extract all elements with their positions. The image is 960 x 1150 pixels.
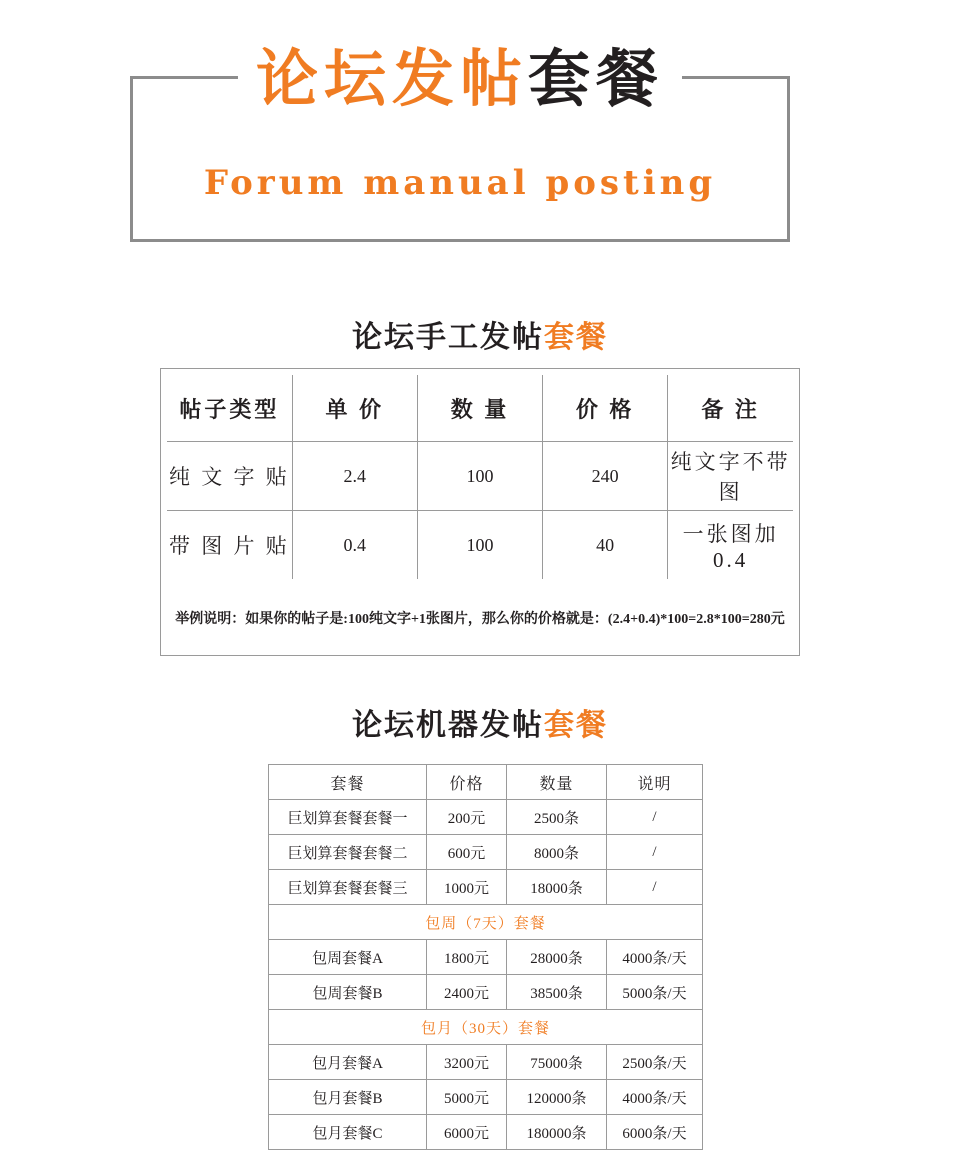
cell-remark: 纯文字不带图 — [668, 442, 793, 511]
manual-posting-note: 举例说明：如果你的帖子是:100纯文字+1张图片，那么你的价格就是：(2.4+0.4)*100=2.8*100=280元 — [175, 612, 785, 627]
col-header-price: 价 格 — [543, 375, 668, 442]
cell-package: 巨划算套餐套餐三 — [269, 870, 427, 905]
cell-description: 6000条/天 — [607, 1115, 703, 1150]
cell-quantity: 100 — [417, 511, 542, 580]
cell-description: / — [607, 870, 703, 905]
col-header-unit-price: 单 价 — [292, 375, 417, 442]
manual-posting-heading-accent: 套餐 — [544, 321, 608, 354]
col-header-description: 说明 — [607, 765, 703, 800]
cell-quantity: 2500条 — [507, 800, 607, 835]
table-group-row — [269, 905, 703, 940]
cell-price: 240 — [543, 442, 668, 511]
cell-post-type: 带 图 片 贴 — [167, 511, 292, 580]
cell-unit-price: 0.4 — [292, 511, 417, 580]
cell-description: 5000条/天 — [607, 975, 703, 1010]
cell-package: 包月套餐C — [269, 1115, 427, 1150]
table-row — [269, 1045, 703, 1080]
cell-description: / — [607, 835, 703, 870]
cell-quantity: 75000条 — [507, 1045, 607, 1080]
table-row — [269, 1115, 703, 1150]
cell-price: 5000元 — [427, 1080, 507, 1115]
table-row — [167, 511, 793, 580]
cell-post-type: 纯 文 字 贴 — [167, 442, 292, 511]
cell-price: 40 — [543, 511, 668, 580]
cell-package: 包月套餐A — [269, 1045, 427, 1080]
cell-price: 600元 — [427, 835, 507, 870]
table-row — [269, 975, 703, 1010]
cell-price: 200元 — [427, 800, 507, 835]
col-header-quantity: 数量 — [507, 765, 607, 800]
col-header-quantity: 数 量 — [417, 375, 542, 442]
cell-quantity: 120000条 — [507, 1080, 607, 1115]
cell-description: 4000条/天 — [607, 940, 703, 975]
auto-posting-table — [268, 764, 703, 1150]
banner-subtitle: Forum manual posting — [203, 163, 717, 203]
cell-quantity: 38500条 — [507, 975, 607, 1010]
table-row — [269, 835, 703, 870]
header-banner — [130, 42, 790, 242]
group-label-monthly: 包月（30天）套餐 — [269, 1010, 703, 1045]
cell-price: 6000元 — [427, 1115, 507, 1150]
col-header-post-type: 帖子类型 — [167, 375, 292, 442]
cell-remark: 一张图加 0.4 — [668, 511, 793, 580]
cell-quantity: 28000条 — [507, 940, 607, 975]
col-header-remark: 备 注 — [668, 375, 793, 442]
cell-quantity: 100 — [417, 442, 542, 511]
cell-quantity: 180000条 — [507, 1115, 607, 1150]
cell-unit-price: 2.4 — [292, 442, 417, 511]
col-header-package: 套餐 — [269, 765, 427, 800]
manual-posting-heading — [0, 312, 960, 356]
auto-posting-heading — [0, 700, 960, 744]
cell-description: 4000条/天 — [607, 1080, 703, 1115]
cell-package: 巨划算套餐套餐二 — [269, 835, 427, 870]
group-label-weekly: 包周（7天）套餐 — [269, 905, 703, 940]
banner-title-main: 论坛发帖 — [255, 42, 528, 115]
cell-price: 3200元 — [427, 1045, 507, 1080]
table-row — [167, 442, 793, 511]
auto-posting-heading-accent: 套餐 — [544, 709, 608, 742]
auto-posting-heading-main: 论坛机器发帖 — [352, 709, 544, 742]
cell-description: / — [607, 800, 703, 835]
cell-quantity: 18000条 — [507, 870, 607, 905]
cell-price: 1000元 — [427, 870, 507, 905]
cell-description: 2500条/天 — [607, 1045, 703, 1080]
cell-package: 包周套餐A — [269, 940, 427, 975]
cell-price: 1800元 — [427, 940, 507, 975]
table-row — [269, 870, 703, 905]
table-row — [269, 800, 703, 835]
cell-price: 2400元 — [427, 975, 507, 1010]
table-row — [269, 1080, 703, 1115]
cell-package: 包周套餐B — [269, 975, 427, 1010]
manual-posting-heading-main: 论坛手工发帖 — [352, 321, 544, 354]
banner-title-accent: 套餐 — [528, 42, 665, 115]
cell-package: 巨划算套餐套餐一 — [269, 800, 427, 835]
manual-posting-table — [167, 375, 793, 579]
banner-title — [238, 41, 682, 117]
table-header-row — [269, 765, 703, 800]
table-group-row — [269, 1010, 703, 1045]
cell-package: 包月套餐B — [269, 1080, 427, 1115]
col-header-price: 价格 — [427, 765, 507, 800]
table-row — [269, 940, 703, 975]
cell-quantity: 8000条 — [507, 835, 607, 870]
table-header-row — [167, 375, 793, 442]
